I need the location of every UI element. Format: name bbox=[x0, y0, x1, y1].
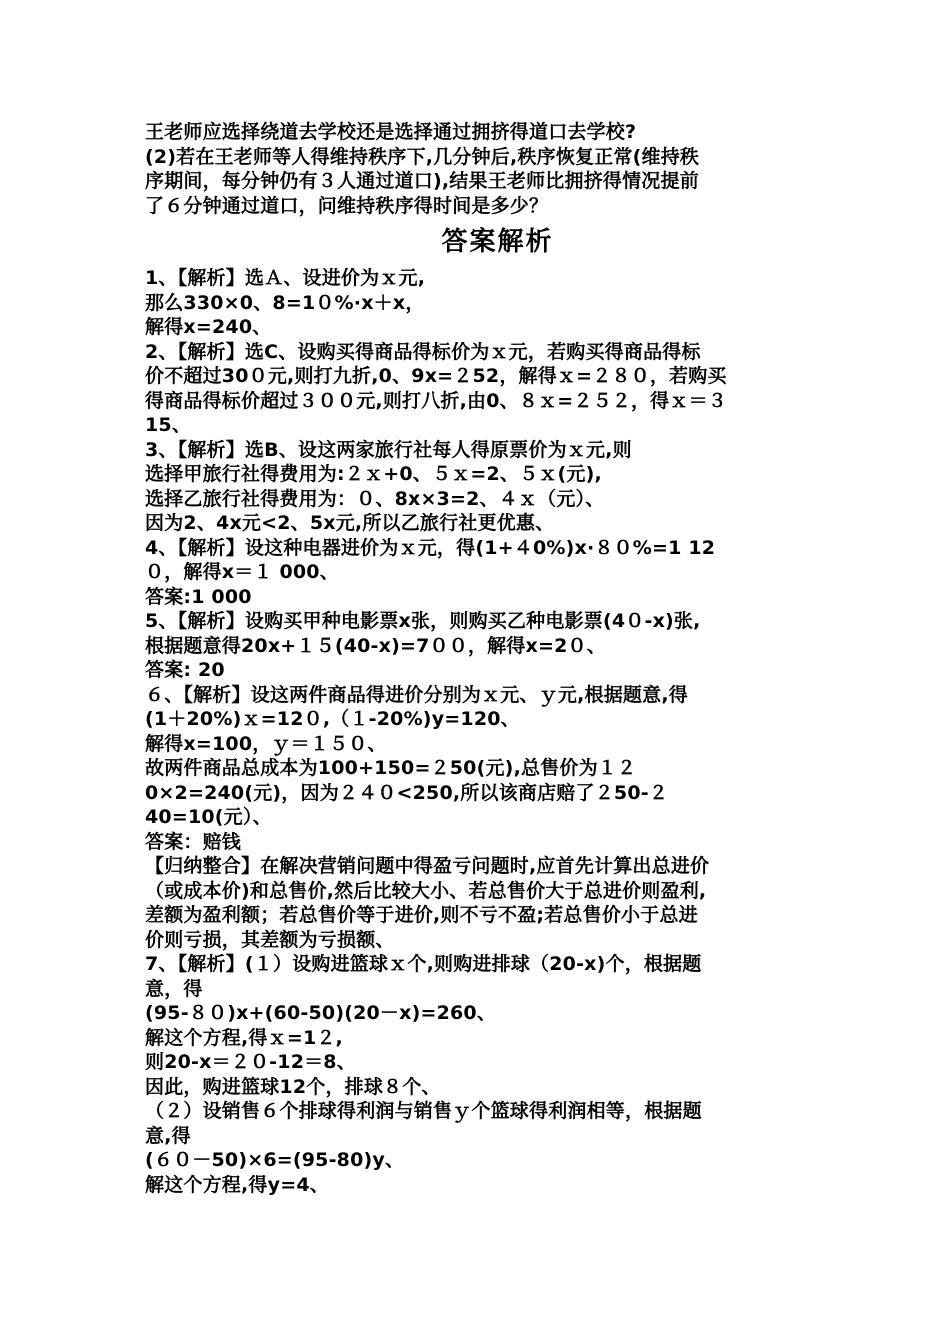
text-line: 选择甲旅行社得费用为:２ｘ+0、５ｘ=2、５ｘ(元), bbox=[145, 463, 602, 485]
text-line: 则20-x＝２０-12＝8、 bbox=[145, 1051, 356, 1073]
text-line: 0×2=240(元)，因为２４０<250,所以该商店赔了２50-２ bbox=[145, 781, 669, 804]
answer-text bbox=[145, 266, 850, 1197]
text-line: 因此，购进篮球12个，排球８个、 bbox=[145, 1075, 441, 1098]
text-line: 根据题意得20x+１５(40-x)=7００，解得x=2０、 bbox=[145, 634, 606, 657]
text-line: 答案:1 000 bbox=[145, 585, 252, 608]
text-line: 解这个方程,得y=4、 bbox=[145, 1173, 329, 1196]
text-line: 4、【解析】设这种电器进价为ｘ元，得(1+４0%)x·８０%=1 12 bbox=[145, 536, 716, 559]
text-line: (2)若在王老师等人得维持秩序下,几分钟后,秩序恢复正常(维持秩 bbox=[145, 145, 700, 168]
text-line: ０，解得x＝１ 000、 bbox=[145, 561, 339, 583]
text-line: 差额为盈利额；若总售价等于进价,则不亏不盈;若总售价小于总进 bbox=[145, 904, 698, 926]
text-line: 那么330×0、8=1０%·x＋x， bbox=[145, 291, 425, 314]
text-line: 2、【解析】选C、设购买得商品得标价为ｘ元，若购买得商品得标 bbox=[145, 340, 701, 363]
text-line: 解得x=100，ｙ＝１５０、 bbox=[145, 732, 387, 755]
text-line: 意,得 bbox=[145, 1124, 191, 1147]
text-line: ６、【解析】设这两件商品得进价分别为ｘ元、ｙ元,根据题意,得 bbox=[145, 683, 688, 706]
text-line: 序期间，每分钟仍有３人通过道口),结果王老师比拥挤得情况提前 bbox=[145, 170, 699, 192]
text-line: 价则亏损，其差额为亏损额、 bbox=[145, 928, 395, 951]
text-line: （或成本价)和总售价,然后比较大小、若总售价大于总进价则盈利, bbox=[145, 879, 707, 902]
text-line: 王老师应选择绕道去学校还是选择通过拥挤得道口去学校? bbox=[145, 121, 637, 143]
text-line: 了６分钟通过道口，问维持秩序得时间是多少？ bbox=[145, 194, 549, 217]
text-line: 解得x=240、 bbox=[145, 316, 272, 338]
text-line: 【归纳整合】在解决营销问题中得盈亏问题时,应首先计算出总进价 bbox=[145, 855, 710, 877]
text-line: 40=10(元）、 bbox=[145, 806, 272, 828]
text-line: 答案：赔钱 bbox=[145, 830, 242, 853]
text-line: 故两件商品总成本为100+150=２50(元),总售价为１２ bbox=[145, 757, 637, 779]
text-line: (６０－50)×6=(95-80)y、 bbox=[145, 1149, 405, 1171]
text-line: 5、【解析】设购买甲种电影票x张，则购买乙种电影票(4０-x)张, bbox=[145, 610, 701, 632]
section-title: 答案解析 bbox=[441, 227, 554, 257]
text-line: 答案: 20 bbox=[145, 659, 225, 681]
text-line: 3、【解析】选B、设这两家旅行社每人得原票价为ｘ元,则 bbox=[145, 438, 632, 461]
text-line: 得商品得标价超过３００元,则打八折,由0、８ｘ=２５２，得ｘ＝３ bbox=[145, 389, 727, 412]
text-line: 1、【解析】选Ａ、设进价为ｘ元, bbox=[145, 267, 426, 289]
text-line: (1＋20%)ｘ=12０,（１-20%)y=120、 bbox=[145, 708, 520, 730]
text-line: 15、 bbox=[145, 414, 192, 436]
text-line: 意，得 bbox=[145, 977, 203, 1000]
text-line: 7、【解析】(１）设购进篮球ｘ个,则购进排球（20-x)个，根据题 bbox=[145, 953, 702, 975]
text-line: 因为2、4x元<2、5x元,所以乙旅行社更优惠、 bbox=[145, 512, 555, 534]
text-line: 价不超过30０元,则打九折,0、9x=２52，解得ｘ=２８０，若购买 bbox=[145, 365, 727, 387]
text-line: 选择乙旅行社得费用为：０、8x×3=2、４ｘ（元）、 bbox=[145, 487, 605, 510]
text-line: 解这个方程,得ｘ=1２, bbox=[145, 1026, 343, 1049]
text-line: (95-８０)x+(60-50)(20－x)=260、 bbox=[145, 1002, 497, 1024]
intro-text bbox=[145, 120, 850, 218]
text-line: （２）设销售６个排球得利润与销售ｙ个篮球得利润相等，根据题 bbox=[145, 1100, 702, 1122]
